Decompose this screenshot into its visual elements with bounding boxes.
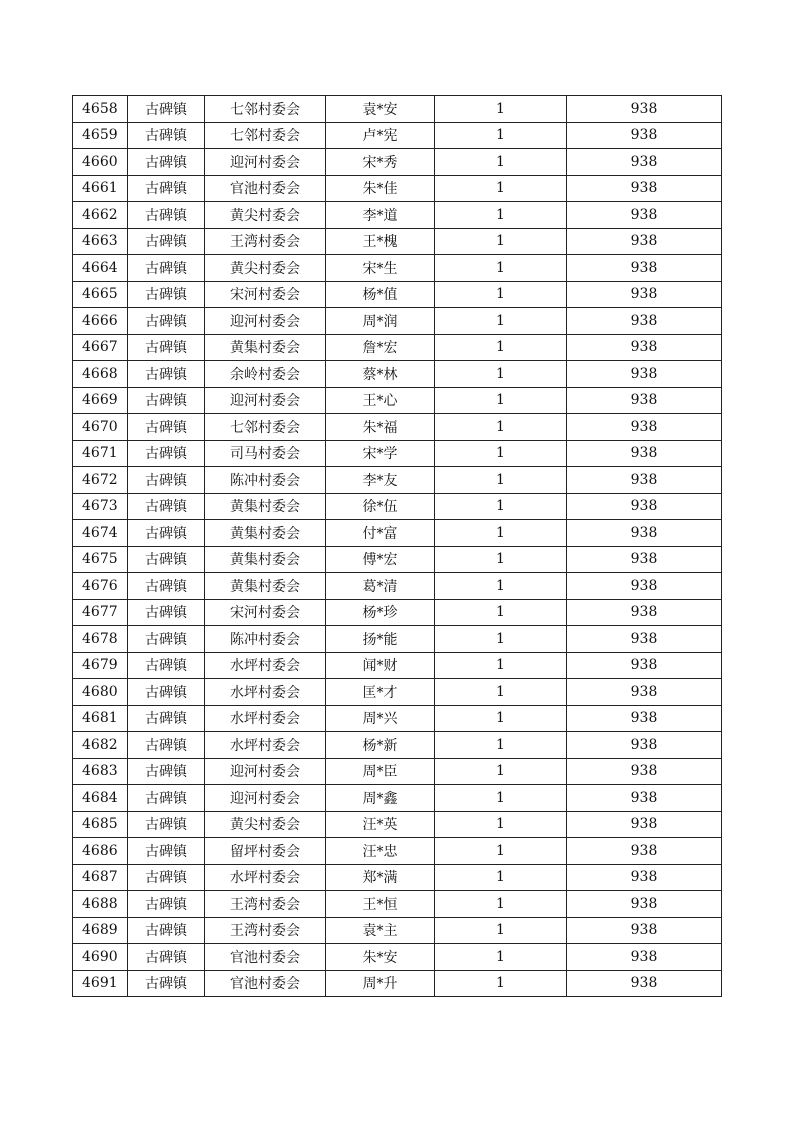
village-cell: 官池村委会 (205, 970, 326, 997)
count-cell: 1 (435, 122, 567, 149)
name-cell: 朱*福 (326, 414, 435, 441)
town-cell: 古碑镇 (128, 599, 205, 626)
town-cell: 古碑镇 (128, 96, 205, 123)
town-cell: 古碑镇 (128, 944, 205, 971)
village-cell: 黄集村委会 (205, 493, 326, 520)
table-row (73, 467, 722, 494)
table-row (73, 440, 722, 467)
row-number: 4686 (73, 838, 128, 865)
table-row (73, 838, 722, 865)
name-cell: 汪*英 (326, 811, 435, 838)
table-row (73, 520, 722, 547)
village-cell: 迎河村委会 (205, 308, 326, 335)
amount-cell: 938 (567, 334, 722, 361)
village-cell: 迎河村委会 (205, 387, 326, 414)
row-number: 4668 (73, 361, 128, 388)
amount-cell: 938 (567, 732, 722, 759)
row-number: 4691 (73, 970, 128, 997)
row-number: 4677 (73, 599, 128, 626)
row-number: 4667 (73, 334, 128, 361)
count-cell: 1 (435, 758, 567, 785)
amount-cell: 938 (567, 149, 722, 176)
name-cell: 杨*值 (326, 281, 435, 308)
count-cell: 1 (435, 467, 567, 494)
amount-cell: 938 (567, 414, 722, 441)
town-cell: 古碑镇 (128, 281, 205, 308)
village-cell: 七邻村委会 (205, 96, 326, 123)
village-cell: 王湾村委会 (205, 228, 326, 255)
table-row (73, 122, 722, 149)
town-cell: 古碑镇 (128, 520, 205, 547)
row-number: 4672 (73, 467, 128, 494)
name-cell: 宋*学 (326, 440, 435, 467)
town-cell: 古碑镇 (128, 864, 205, 891)
name-cell: 匡*才 (326, 679, 435, 706)
amount-cell: 938 (567, 440, 722, 467)
row-number: 4683 (73, 758, 128, 785)
town-cell: 古碑镇 (128, 175, 205, 202)
table-row (73, 758, 722, 785)
count-cell: 1 (435, 387, 567, 414)
table-row (73, 970, 722, 997)
town-cell: 古碑镇 (128, 334, 205, 361)
table-row (73, 202, 722, 229)
name-cell: 王*恒 (326, 891, 435, 918)
row-number: 4664 (73, 255, 128, 282)
name-cell: 袁*主 (326, 917, 435, 944)
village-cell: 黄集村委会 (205, 520, 326, 547)
count-cell: 1 (435, 361, 567, 388)
row-number: 4689 (73, 917, 128, 944)
town-cell: 古碑镇 (128, 493, 205, 520)
village-cell: 黄集村委会 (205, 573, 326, 600)
table-row (73, 546, 722, 573)
count-cell: 1 (435, 281, 567, 308)
amount-cell: 938 (567, 308, 722, 335)
amount-cell: 938 (567, 122, 722, 149)
count-cell: 1 (435, 970, 567, 997)
table-row (73, 705, 722, 732)
row-number: 4690 (73, 944, 128, 971)
row-number: 4673 (73, 493, 128, 520)
village-cell: 水坪村委会 (205, 652, 326, 679)
count-cell: 1 (435, 626, 567, 653)
amount-cell: 938 (567, 944, 722, 971)
row-number: 4663 (73, 228, 128, 255)
village-cell: 迎河村委会 (205, 785, 326, 812)
row-number: 4684 (73, 785, 128, 812)
roster-table (72, 95, 722, 997)
town-cell: 古碑镇 (128, 255, 205, 282)
row-number: 4659 (73, 122, 128, 149)
name-cell: 宋*秀 (326, 149, 435, 176)
amount-cell: 938 (567, 546, 722, 573)
town-cell: 古碑镇 (128, 970, 205, 997)
amount-cell: 938 (567, 228, 722, 255)
town-cell: 古碑镇 (128, 917, 205, 944)
name-cell: 詹*宏 (326, 334, 435, 361)
table-row (73, 652, 722, 679)
row-number: 4669 (73, 387, 128, 414)
town-cell: 古碑镇 (128, 732, 205, 759)
town-cell: 古碑镇 (128, 467, 205, 494)
name-cell: 周*鑫 (326, 785, 435, 812)
town-cell: 古碑镇 (128, 758, 205, 785)
name-cell: 周*臣 (326, 758, 435, 785)
name-cell: 周*升 (326, 970, 435, 997)
town-cell: 古碑镇 (128, 361, 205, 388)
name-cell: 李*道 (326, 202, 435, 229)
row-number: 4671 (73, 440, 128, 467)
village-cell: 七邻村委会 (205, 414, 326, 441)
row-number: 4687 (73, 864, 128, 891)
village-cell: 黄集村委会 (205, 546, 326, 573)
count-cell: 1 (435, 864, 567, 891)
amount-cell: 938 (567, 917, 722, 944)
amount-cell: 938 (567, 864, 722, 891)
row-number: 4681 (73, 705, 128, 732)
row-number: 4665 (73, 281, 128, 308)
town-cell: 古碑镇 (128, 652, 205, 679)
village-cell: 迎河村委会 (205, 149, 326, 176)
name-cell: 王*槐 (326, 228, 435, 255)
village-cell: 王湾村委会 (205, 891, 326, 918)
amount-cell: 938 (567, 175, 722, 202)
row-number: 4676 (73, 573, 128, 600)
row-number: 4678 (73, 626, 128, 653)
village-cell: 官池村委会 (205, 944, 326, 971)
table-row (73, 175, 722, 202)
amount-cell: 938 (567, 626, 722, 653)
town-cell: 古碑镇 (128, 546, 205, 573)
amount-cell: 938 (567, 493, 722, 520)
village-cell: 七邻村委会 (205, 122, 326, 149)
table-row (73, 573, 722, 600)
village-cell: 水坪村委会 (205, 705, 326, 732)
count-cell: 1 (435, 546, 567, 573)
count-cell: 1 (435, 652, 567, 679)
table-row (73, 308, 722, 335)
town-cell: 古碑镇 (128, 785, 205, 812)
row-number: 4660 (73, 149, 128, 176)
count-cell: 1 (435, 732, 567, 759)
count-cell: 1 (435, 705, 567, 732)
table-row (73, 228, 722, 255)
row-number: 4680 (73, 679, 128, 706)
count-cell: 1 (435, 440, 567, 467)
amount-cell: 938 (567, 96, 722, 123)
amount-cell: 938 (567, 387, 722, 414)
table-row (73, 149, 722, 176)
name-cell: 杨*珍 (326, 599, 435, 626)
village-cell: 黄尖村委会 (205, 202, 326, 229)
name-cell: 朱*安 (326, 944, 435, 971)
name-cell: 汪*忠 (326, 838, 435, 865)
village-cell: 黄集村委会 (205, 334, 326, 361)
town-cell: 古碑镇 (128, 228, 205, 255)
table-row (73, 414, 722, 441)
count-cell: 1 (435, 493, 567, 520)
name-cell: 扬*能 (326, 626, 435, 653)
table-row (73, 679, 722, 706)
name-cell: 周*兴 (326, 705, 435, 732)
town-cell: 古碑镇 (128, 414, 205, 441)
table-row (73, 785, 722, 812)
amount-cell: 938 (567, 599, 722, 626)
table-row (73, 732, 722, 759)
count-cell: 1 (435, 599, 567, 626)
village-cell: 司马村委会 (205, 440, 326, 467)
table-row (73, 944, 722, 971)
count-cell: 1 (435, 785, 567, 812)
amount-cell: 938 (567, 891, 722, 918)
town-cell: 古碑镇 (128, 705, 205, 732)
table-row (73, 281, 722, 308)
name-cell: 宋*生 (326, 255, 435, 282)
amount-cell: 938 (567, 202, 722, 229)
count-cell: 1 (435, 811, 567, 838)
amount-cell: 938 (567, 573, 722, 600)
village-cell: 迎河村委会 (205, 758, 326, 785)
count-cell: 1 (435, 308, 567, 335)
count-cell: 1 (435, 414, 567, 441)
row-number: 4670 (73, 414, 128, 441)
count-cell: 1 (435, 838, 567, 865)
name-cell: 周*润 (326, 308, 435, 335)
amount-cell: 938 (567, 652, 722, 679)
village-cell: 余岭村委会 (205, 361, 326, 388)
name-cell: 蔡*林 (326, 361, 435, 388)
count-cell: 1 (435, 679, 567, 706)
row-number: 4688 (73, 891, 128, 918)
row-number: 4661 (73, 175, 128, 202)
table-row (73, 626, 722, 653)
village-cell: 宋河村委会 (205, 281, 326, 308)
table-row (73, 96, 722, 123)
table-row (73, 811, 722, 838)
town-cell: 古碑镇 (128, 838, 205, 865)
table-row (73, 334, 722, 361)
amount-cell: 938 (567, 785, 722, 812)
village-cell: 水坪村委会 (205, 679, 326, 706)
town-cell: 古碑镇 (128, 626, 205, 653)
count-cell: 1 (435, 228, 567, 255)
name-cell: 杨*新 (326, 732, 435, 759)
row-number: 4674 (73, 520, 128, 547)
village-cell: 水坪村委会 (205, 732, 326, 759)
row-number: 4679 (73, 652, 128, 679)
amount-cell: 938 (567, 281, 722, 308)
row-number: 4662 (73, 202, 128, 229)
table-row (73, 255, 722, 282)
amount-cell: 938 (567, 811, 722, 838)
count-cell: 1 (435, 573, 567, 600)
count-cell: 1 (435, 149, 567, 176)
town-cell: 古碑镇 (128, 891, 205, 918)
name-cell: 郑*满 (326, 864, 435, 891)
table-row (73, 387, 722, 414)
village-cell: 黄尖村委会 (205, 811, 326, 838)
name-cell: 傅*宏 (326, 546, 435, 573)
table-row (73, 599, 722, 626)
table-row (73, 891, 722, 918)
amount-cell: 938 (567, 679, 722, 706)
count-cell: 1 (435, 891, 567, 918)
row-number: 4682 (73, 732, 128, 759)
name-cell: 王*心 (326, 387, 435, 414)
village-cell: 留坪村委会 (205, 838, 326, 865)
count-cell: 1 (435, 944, 567, 971)
town-cell: 古碑镇 (128, 387, 205, 414)
name-cell: 朱*佳 (326, 175, 435, 202)
amount-cell: 938 (567, 520, 722, 547)
name-cell: 付*富 (326, 520, 435, 547)
count-cell: 1 (435, 334, 567, 361)
village-cell: 水坪村委会 (205, 864, 326, 891)
table-row (73, 493, 722, 520)
town-cell: 古碑镇 (128, 149, 205, 176)
table-row (73, 361, 722, 388)
name-cell: 徐*伍 (326, 493, 435, 520)
count-cell: 1 (435, 255, 567, 282)
count-cell: 1 (435, 202, 567, 229)
amount-cell: 938 (567, 758, 722, 785)
table-row (73, 864, 722, 891)
village-cell: 黄尖村委会 (205, 255, 326, 282)
amount-cell: 938 (567, 361, 722, 388)
village-cell: 宋河村委会 (205, 599, 326, 626)
name-cell: 卢*宪 (326, 122, 435, 149)
name-cell: 闻*财 (326, 652, 435, 679)
town-cell: 古碑镇 (128, 573, 205, 600)
amount-cell: 938 (567, 705, 722, 732)
village-cell: 陈冲村委会 (205, 626, 326, 653)
row-number: 4666 (73, 308, 128, 335)
row-number: 4685 (73, 811, 128, 838)
amount-cell: 938 (567, 467, 722, 494)
count-cell: 1 (435, 96, 567, 123)
town-cell: 古碑镇 (128, 308, 205, 335)
roster-body (73, 96, 722, 997)
name-cell: 葛*清 (326, 573, 435, 600)
town-cell: 古碑镇 (128, 202, 205, 229)
name-cell: 袁*安 (326, 96, 435, 123)
town-cell: 古碑镇 (128, 440, 205, 467)
village-cell: 官池村委会 (205, 175, 326, 202)
count-cell: 1 (435, 917, 567, 944)
town-cell: 古碑镇 (128, 811, 205, 838)
table-row (73, 917, 722, 944)
village-cell: 陈冲村委会 (205, 467, 326, 494)
row-number: 4675 (73, 546, 128, 573)
row-number: 4658 (73, 96, 128, 123)
name-cell: 李*友 (326, 467, 435, 494)
town-cell: 古碑镇 (128, 679, 205, 706)
village-cell: 王湾村委会 (205, 917, 326, 944)
town-cell: 古碑镇 (128, 122, 205, 149)
amount-cell: 938 (567, 255, 722, 282)
amount-cell: 938 (567, 970, 722, 997)
count-cell: 1 (435, 520, 567, 547)
count-cell: 1 (435, 175, 567, 202)
amount-cell: 938 (567, 838, 722, 865)
